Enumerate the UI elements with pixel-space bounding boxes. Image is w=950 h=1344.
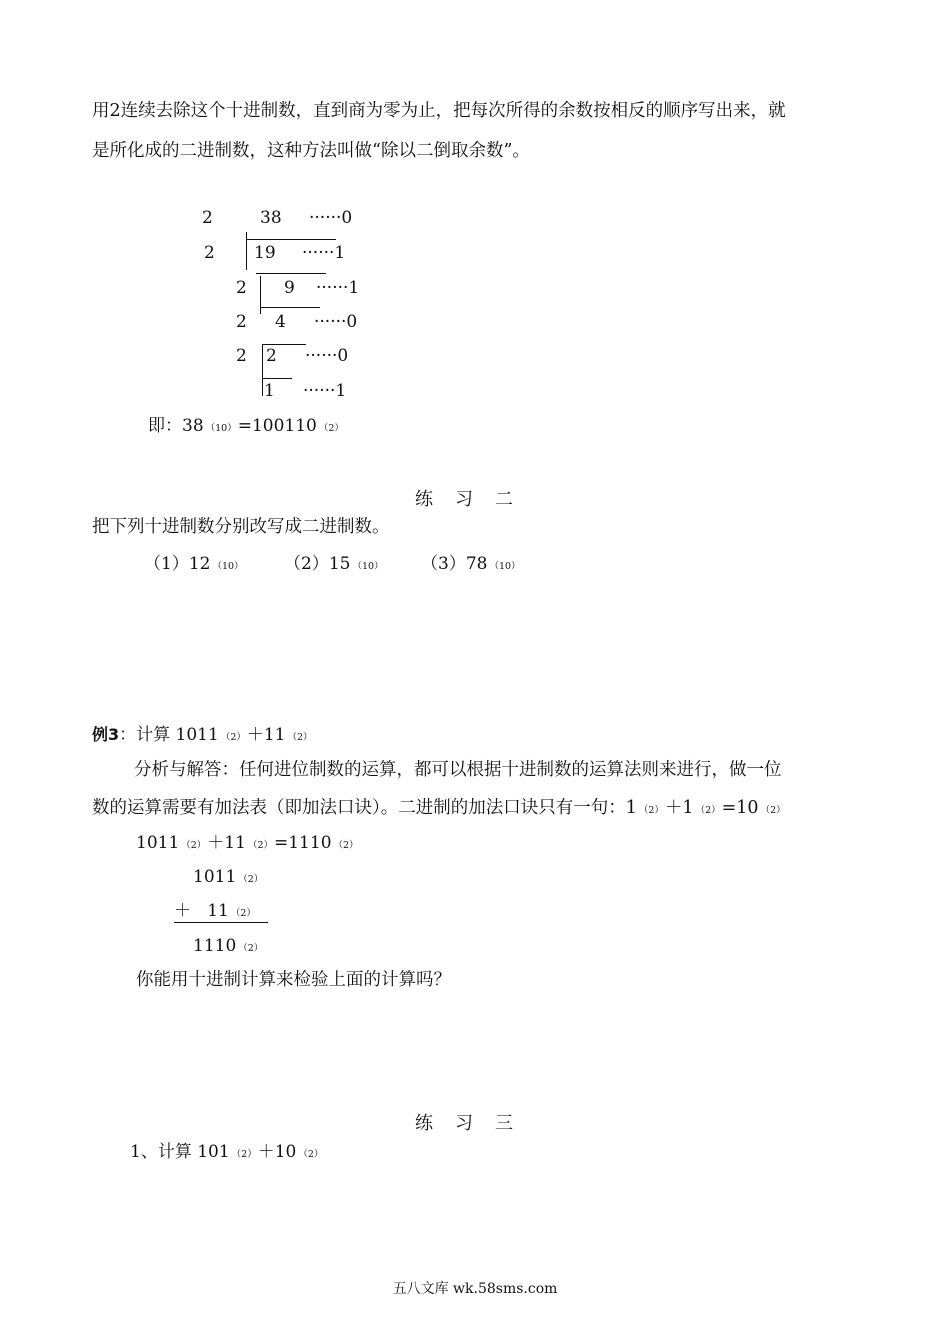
division-bar-4	[262, 344, 306, 345]
example-3-question: 你能用十进制计算来检验上面的计算吗？	[136, 970, 451, 990]
intro-line-2: 是所化成的二进制数，这种方法叫做“除以二倒取余数”。	[92, 141, 530, 161]
exercise-2-item-3: （3）78 （10）	[421, 554, 521, 574]
quotient-1: 1	[264, 381, 275, 401]
exercise-2-item-2: （2）15 （10）	[284, 554, 384, 574]
remainder-3: ······1	[316, 278, 360, 298]
quotient-2: 2	[266, 346, 277, 366]
division-bracket-1	[246, 232, 247, 270]
quotient-9: 9	[284, 278, 295, 298]
remainder-4: ······0	[314, 312, 358, 332]
footer-watermark: 五八文库 wk.58sms.com	[392, 1281, 558, 1297]
divisor-5: 2	[236, 346, 247, 366]
division-result: 即：38 （10）=100110 （2）	[148, 416, 344, 436]
division-bar-5	[262, 378, 292, 379]
division-bar-2	[256, 273, 326, 274]
vertical-addend-1: 1011 （2）	[193, 867, 264, 887]
exercise-3-item-1: 1、计算 101 （2）＋10 （2）	[130, 1142, 324, 1162]
divisor-2: 2	[204, 243, 215, 263]
division-bar-3	[260, 307, 320, 308]
example-3-heading: 例3：计算 1011 （2）＋11 （2）	[92, 725, 313, 745]
divisor-4: 2	[236, 312, 247, 332]
exercise-3-title: 练习三	[415, 1113, 535, 1134]
divisor-3: 2	[236, 278, 247, 298]
remainder-2: ······1	[302, 243, 346, 263]
analysis-line-1: 分析与解答：任何进位制数的运算，都可以根据十进制数的运算法则来进行，做一位	[134, 760, 782, 780]
quotient-19: 19	[254, 243, 276, 263]
vertical-sum: 1110 （2）	[193, 936, 264, 956]
remainder-1: ······0	[309, 208, 353, 228]
remainder-6: ······1	[303, 381, 347, 401]
dividend-1: 38	[260, 208, 282, 228]
intro-line-1: 用2连续去除这个十进制数，直到商为零为止，把每次所得的余数按相反的顺序写出来，就	[92, 101, 786, 121]
vertical-addend-2: ＋ 11 （2）	[174, 903, 268, 923]
exercise-2-title: 练习二	[415, 489, 535, 510]
analysis-line-2: 数的运算需要有加法表（即加法口诀）。二进制的加法口诀只有一句：1 （2）＋1 （2）=10 （2）	[92, 798, 786, 818]
exercise-2-instruction: 把下列十进制数分别改写成二进制数。	[92, 517, 390, 537]
divisor-1: 2	[202, 208, 213, 228]
example-3-equation: 1011 （2）＋11 （2）=1110 （2）	[136, 833, 359, 853]
division-bracket-3	[262, 344, 263, 396]
remainder-5: ······0	[305, 346, 349, 366]
quotient-4: 4	[275, 312, 286, 332]
division-bar-1	[246, 239, 336, 240]
division-bracket-2	[260, 276, 261, 314]
example-3-label: 例3	[92, 725, 120, 744]
exercise-2-item-1: （1）12 （10）	[144, 554, 244, 574]
